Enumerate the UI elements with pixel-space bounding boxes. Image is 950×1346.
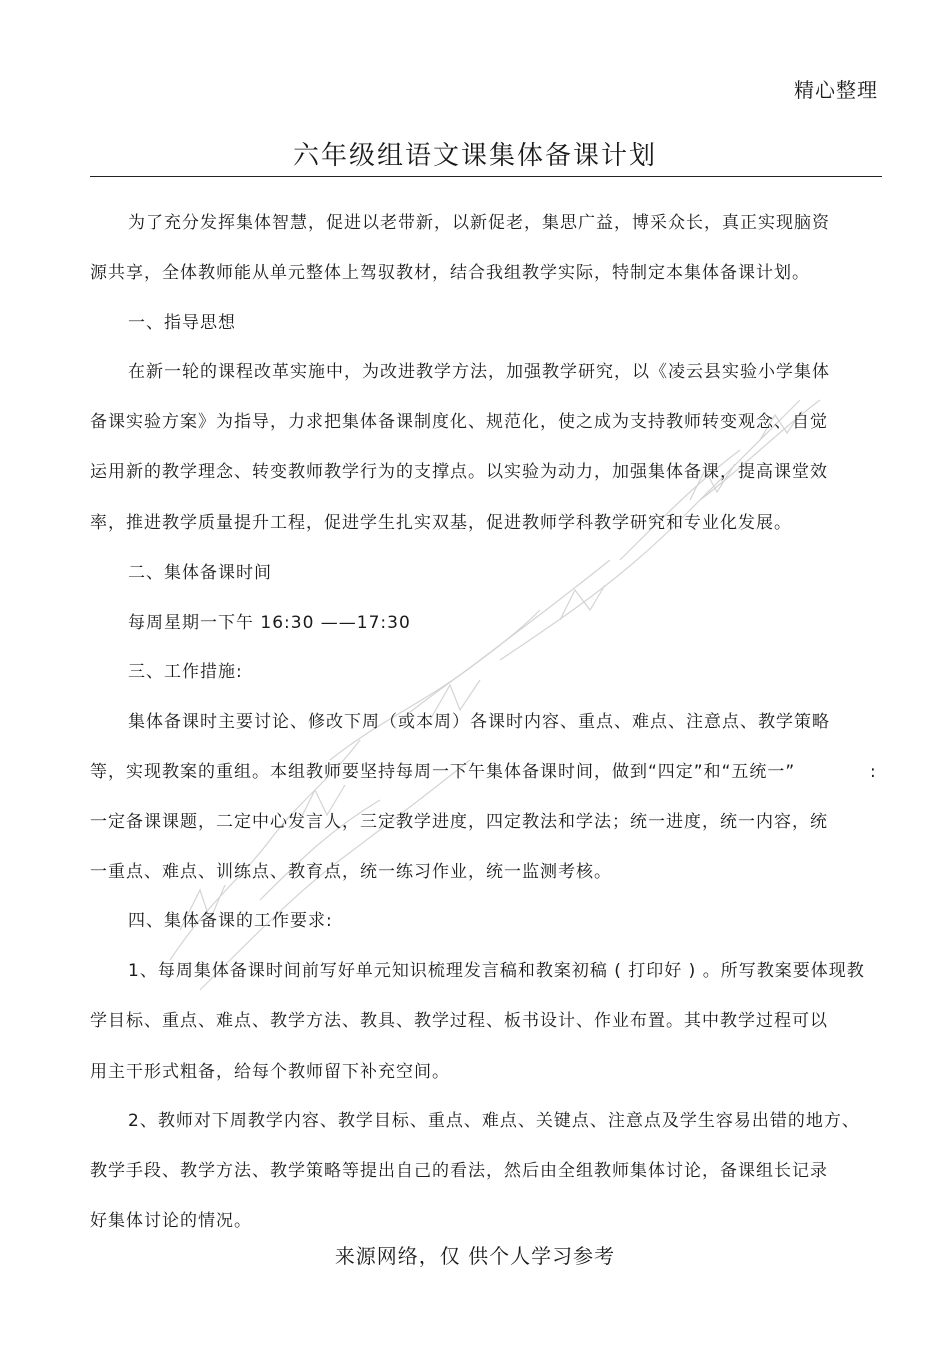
section1-heading: 一、指导思想 — [128, 313, 236, 333]
section3-heading: 三、工作措施: — [128, 662, 243, 682]
section4-item2-line-1: 2、教师对下周教学内容、教学目标、重点、难点、关键点、注意点及学生容易出错的地方、 — [128, 1111, 860, 1131]
section2-time: 每周星期一下午 16:30 ——17:30 — [128, 613, 411, 633]
intro-line-1: 为了充分发挥集体智慧，促进以老带新，以新促老，集思广益，博采众长，真正实现脑资 — [128, 213, 830, 233]
section4-item2-line-2: 教学手段、教学方法、教学策略等提出自己的看法，然后由全组教师集体讨论，备课组长记录 — [90, 1161, 828, 1181]
header-note: 精心整理 — [794, 78, 878, 102]
intro-line-2: 源共享，全体教师能从单元整体上驾驭教材，结合我组教学实际，特制定本集体备课计划。 — [90, 263, 810, 283]
section3-trailing-colon: : — [870, 762, 876, 782]
section4-item1-line-2: 学目标、重点、难点、教学方法、教具、教学过程、板书设计、作业布置。其中教学过程可以 — [90, 1011, 828, 1031]
section4-item2-line-3: 好集体讨论的情况。 — [90, 1211, 252, 1231]
title-underline — [90, 176, 882, 177]
section4-item1-line-3: 用主干形式粗备，给每个教师留下补充空间。 — [90, 1062, 450, 1082]
section3-line-4: 一重点、难点、训练点、教育点，统一练习作业，统一监测考核。 — [90, 862, 612, 882]
section3-line-2: 等，实现教案的重组。本组教师要坚持每周一下午集体备课时间，做到“四定”和“五统一” — [90, 762, 796, 782]
section4-heading: 四、集体备课的工作要求: — [128, 911, 333, 931]
section3-line-3: 一定备课课题，二定中心发言人，三定教学进度，四定教法和学法；统一进度，统一内容，统 — [90, 812, 828, 832]
section1-line-3: 运用新的教学理念、转变教师教学行为的支撑点。以实验为动力，加强集体备课，提高课堂效 — [90, 462, 828, 482]
section2-heading: 二、集体备课时间 — [128, 563, 272, 583]
section1-line-2: 备课实验方案》为指导，力求把集体备课制度化、规范化，使之成为支持教师转变观念、自觉 — [90, 412, 828, 432]
section1-line-4: 率，推进教学质量提升工程，促进学生扎实双基，促进教师学科教学研究和专业化发展。 — [90, 513, 792, 533]
section4-item1-line-1: 1、每周集体备课时间前写好单元知识梳理发言稿和教案初稿 ( 打印好 ) 。所写教案要体现教 — [128, 961, 865, 981]
section1-line-1: 在新一轮的课程改革实施中，为改进教学方法，加强教学研究，以《凌云县实验小学集体 — [128, 362, 830, 382]
section3-line-1: 集体备课时主要讨论、修改下周（或本周）各课时内容、重点、难点、注意点、教学策略 — [128, 712, 830, 732]
footer-note: 来源网络，仅 供个人学习参考 — [334, 1244, 616, 1268]
page-title: 六年级组语文课集体备课计划 — [292, 141, 657, 171]
